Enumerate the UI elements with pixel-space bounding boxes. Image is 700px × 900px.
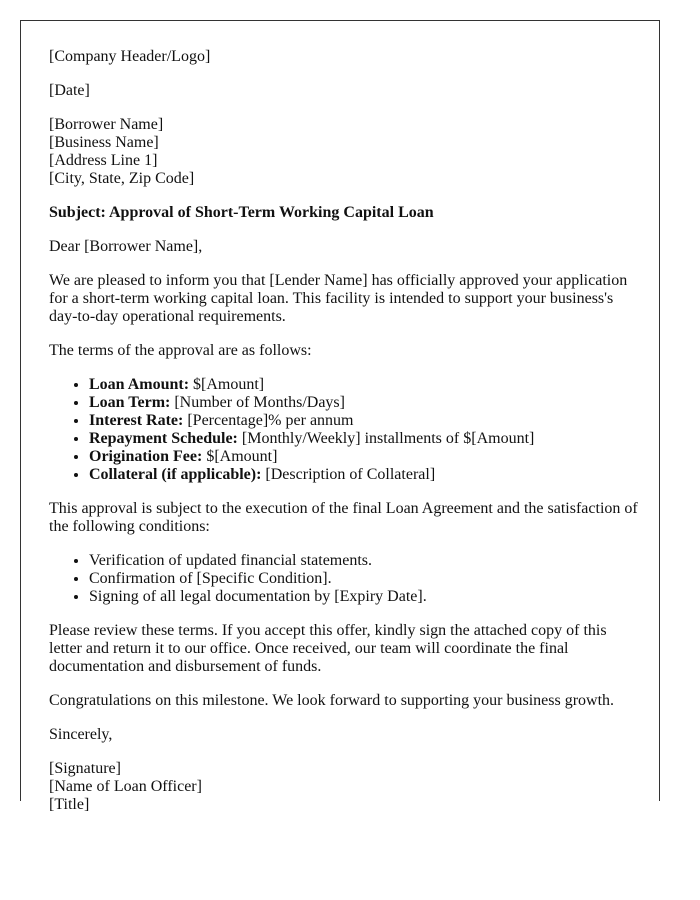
term-item-loan-term — [89, 394, 639, 412]
terms-list — [49, 376, 639, 484]
term-label: Loan Amount: — [89, 376, 190, 393]
loan-officer-name: [Name of Loan Officer] — [49, 778, 202, 795]
city-state-zip: [City, State, Zip Code] — [49, 170, 195, 187]
conditions-intro: This approval is subject to the execution of the final Loan Agreement and the satisfaction of the following conditions: — [49, 500, 638, 535]
term-value: [Number of Months/Days] — [170, 394, 345, 411]
letter-content — [49, 48, 639, 830]
letter-date: [Date] — [49, 82, 90, 99]
borrower-name: [Borrower Name] — [49, 116, 164, 133]
recipient-address-block — [49, 116, 639, 188]
intro-paragraph: We are pleased to inform you that [Lender Name] has officially approved your application for a short-term working capital loan. This facility is intended to support your business's day-to-day operational requirements. — [49, 272, 628, 325]
review-paragraph: Please review these terms. If you accept this offer, kindly sign the attached copy of this letter and return it to our office. Once received, our team will coordinate the final documentation and disbursement of funds. — [49, 622, 607, 675]
letter-page — [20, 20, 660, 813]
term-label: Origination Fee: — [89, 448, 203, 465]
term-item-origination-fee — [89, 448, 639, 466]
conditions-list — [49, 552, 639, 606]
term-label: Repayment Schedule: — [89, 430, 238, 447]
condition-item: • Signing of all legal documentation by [Expiry Date]. — [89, 588, 639, 606]
term-label: Collateral (if applicable): — [89, 466, 262, 483]
company-header: [Company Header/Logo] — [49, 48, 211, 65]
condition-item: • Verification of updated financial statements. — [89, 552, 639, 570]
business-name: [Business Name] — [49, 134, 159, 151]
term-item-collateral — [89, 466, 639, 484]
term-value: $[Amount] — [189, 376, 265, 393]
signature-block — [49, 760, 639, 814]
term-value: [Monthly/Weekly] installments of $[Amount] — [237, 430, 535, 447]
term-value: [Description of Collateral] — [261, 466, 436, 483]
subject-line: Subject: Approval of Short-Term Working Capital Loan — [49, 204, 434, 221]
term-label: Loan Term: — [89, 394, 171, 411]
term-item-repayment-schedule — [89, 430, 639, 448]
term-value: $[Amount] — [202, 448, 278, 465]
terms-intro: The terms of the approval are as follows: — [49, 342, 312, 359]
sign-off: Sincerely, — [49, 726, 113, 743]
loan-officer-title: [Title] — [49, 796, 90, 813]
signature: [Signature] — [49, 760, 121, 777]
term-item-interest-rate — [89, 412, 639, 430]
salutation: Dear [Borrower Name], — [49, 238, 203, 255]
term-item-loan-amount — [89, 376, 639, 394]
term-value: [Percentage]% per annum — [183, 412, 354, 429]
term-label: Interest Rate: — [89, 412, 184, 429]
closing-paragraph: Congratulations on this milestone. We look forward to supporting your business growth. — [49, 692, 615, 709]
condition-item: • Confirmation of [Specific Condition]. — [89, 570, 639, 588]
address-line-1: [Address Line 1] — [49, 152, 158, 169]
